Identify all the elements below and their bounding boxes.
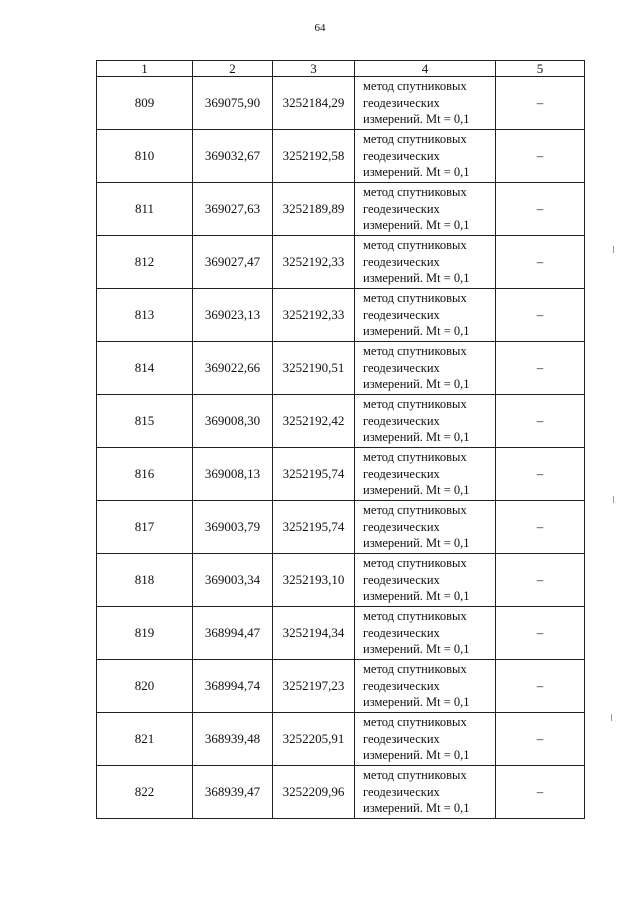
y-coordinate-cell: 3252192,58	[273, 130, 355, 183]
method-line: измерений. Mt = 0,1	[363, 748, 470, 763]
table-header-row	[97, 61, 585, 77]
method-line: геодезических	[363, 148, 440, 163]
x-coordinate-cell: 369032,67	[193, 130, 273, 183]
note-cell: –	[496, 713, 585, 766]
note-cell: –	[496, 660, 585, 713]
note-cell: –	[496, 554, 585, 607]
method-line: метод спутниковых	[363, 291, 467, 306]
y-coordinate-cell: 3252195,74	[273, 501, 355, 554]
table-row	[97, 183, 585, 236]
x-coordinate-cell: 369008,30	[193, 395, 273, 448]
note-cell: –	[496, 448, 585, 501]
method-cell	[355, 130, 496, 183]
point-number-cell: 814	[97, 342, 193, 395]
method-cell	[355, 183, 496, 236]
method-line: геодезических	[363, 572, 440, 587]
method-cell	[355, 395, 496, 448]
y-coordinate-cell: 3252194,34	[273, 607, 355, 660]
point-number-cell: 813	[97, 289, 193, 342]
x-coordinate-cell: 368939,48	[193, 713, 273, 766]
y-coordinate-cell: 3252184,29	[273, 77, 355, 130]
method-line: метод спутниковых	[363, 768, 467, 783]
point-number-cell: 811	[97, 183, 193, 236]
method-cell	[355, 236, 496, 289]
point-number-cell: 816	[97, 448, 193, 501]
method-line: измерений. Mt = 0,1	[363, 112, 470, 127]
y-coordinate-cell: 3252189,89	[273, 183, 355, 236]
method-cell	[355, 713, 496, 766]
method-line: метод спутниковых	[363, 609, 467, 624]
y-coordinate-cell: 3252192,33	[273, 289, 355, 342]
x-coordinate-cell: 369027,47	[193, 236, 273, 289]
method-line: метод спутниковых	[363, 715, 467, 730]
method-line: метод спутниковых	[363, 503, 467, 518]
table-row	[97, 289, 585, 342]
method-line: метод спутниковых	[363, 450, 467, 465]
page-number: 64	[314, 22, 326, 34]
table-row	[97, 554, 585, 607]
table-row	[97, 342, 585, 395]
column-header: 4	[355, 61, 496, 77]
coordinates-table	[96, 60, 585, 819]
x-coordinate-cell: 369075,90	[193, 77, 273, 130]
point-number-cell: 817	[97, 501, 193, 554]
point-number-cell: 815	[97, 395, 193, 448]
method-line: геодезических	[363, 307, 440, 322]
x-coordinate-cell: 369003,79	[193, 501, 273, 554]
method-line: измерений. Mt = 0,1	[363, 536, 470, 551]
method-cell	[355, 607, 496, 660]
y-coordinate-cell: 3252195,74	[273, 448, 355, 501]
x-coordinate-cell: 369023,13	[193, 289, 273, 342]
method-line: измерений. Mt = 0,1	[363, 483, 470, 498]
method-line: измерений. Mt = 0,1	[363, 271, 470, 286]
table-row	[97, 660, 585, 713]
method-cell	[355, 501, 496, 554]
note-cell: –	[496, 607, 585, 660]
x-coordinate-cell: 368939,47	[193, 766, 273, 819]
method-line: измерений. Mt = 0,1	[363, 589, 470, 604]
point-number-cell: 818	[97, 554, 193, 607]
method-line: метод спутниковых	[363, 397, 467, 412]
table-row	[97, 713, 585, 766]
table-row	[97, 766, 585, 819]
point-number-cell: 821	[97, 713, 193, 766]
table-row	[97, 236, 585, 289]
table-row	[97, 395, 585, 448]
method-cell	[355, 448, 496, 501]
method-line: измерений. Mt = 0,1	[363, 377, 470, 392]
column-header: 3	[273, 61, 355, 77]
method-line: геодезических	[363, 254, 440, 269]
method-line: геодезических	[363, 413, 440, 428]
method-line: измерений. Mt = 0,1	[363, 324, 470, 339]
y-coordinate-cell: 3252205,91	[273, 713, 355, 766]
y-coordinate-cell: 3252192,33	[273, 236, 355, 289]
point-number-cell: 822	[97, 766, 193, 819]
method-line: геодезических	[363, 466, 440, 481]
table-row	[97, 130, 585, 183]
scan-mark	[611, 714, 612, 721]
x-coordinate-cell: 369008,13	[193, 448, 273, 501]
scan-mark	[613, 246, 614, 253]
x-coordinate-cell: 368994,47	[193, 607, 273, 660]
x-coordinate-cell: 368994,74	[193, 660, 273, 713]
column-header: 5	[496, 61, 585, 77]
point-number-cell: 810	[97, 130, 193, 183]
x-coordinate-cell: 369027,63	[193, 183, 273, 236]
point-number-cell: 812	[97, 236, 193, 289]
method-line: геодезических	[363, 201, 440, 216]
y-coordinate-cell: 3252197,23	[273, 660, 355, 713]
table-body	[97, 77, 585, 819]
method-cell	[355, 77, 496, 130]
method-cell	[355, 766, 496, 819]
column-header: 1	[97, 61, 193, 77]
method-line: измерений. Mt = 0,1	[363, 801, 470, 816]
table-row	[97, 501, 585, 554]
method-line: метод спутниковых	[363, 79, 467, 94]
x-coordinate-cell: 369003,34	[193, 554, 273, 607]
method-line: геодезических	[363, 360, 440, 375]
method-line: измерений. Mt = 0,1	[363, 430, 470, 445]
method-line: измерений. Mt = 0,1	[363, 165, 470, 180]
method-line: метод спутниковых	[363, 238, 467, 253]
note-cell: –	[496, 395, 585, 448]
note-cell: –	[496, 342, 585, 395]
table-row	[97, 607, 585, 660]
note-cell: –	[496, 236, 585, 289]
scan-mark	[613, 496, 614, 503]
note-cell: –	[496, 183, 585, 236]
note-cell: –	[496, 130, 585, 183]
method-line: метод спутниковых	[363, 662, 467, 677]
method-line: геодезических	[363, 95, 440, 110]
point-number-cell: 809	[97, 77, 193, 130]
y-coordinate-cell: 3252193,10	[273, 554, 355, 607]
method-line: метод спутниковых	[363, 132, 467, 147]
table-row	[97, 77, 585, 130]
x-coordinate-cell: 369022,66	[193, 342, 273, 395]
column-header: 2	[193, 61, 273, 77]
note-cell: –	[496, 501, 585, 554]
method-line: геодезических	[363, 519, 440, 534]
point-number-cell: 819	[97, 607, 193, 660]
method-cell	[355, 554, 496, 607]
table-row	[97, 448, 585, 501]
point-number-cell: 820	[97, 660, 193, 713]
method-line: метод спутниковых	[363, 185, 467, 200]
y-coordinate-cell: 3252209,96	[273, 766, 355, 819]
method-line: геодезических	[363, 784, 440, 799]
method-line: измерений. Mt = 0,1	[363, 218, 470, 233]
method-cell	[355, 342, 496, 395]
method-line: геодезических	[363, 625, 440, 640]
method-line: измерений. Mt = 0,1	[363, 642, 470, 657]
note-cell: –	[496, 289, 585, 342]
method-cell	[355, 660, 496, 713]
method-line: измерений. Mt = 0,1	[363, 695, 470, 710]
y-coordinate-cell: 3252192,42	[273, 395, 355, 448]
method-line: метод спутниковых	[363, 556, 467, 571]
y-coordinate-cell: 3252190,51	[273, 342, 355, 395]
method-line: геодезических	[363, 731, 440, 746]
note-cell: –	[496, 77, 585, 130]
method-line: геодезических	[363, 678, 440, 693]
method-cell	[355, 289, 496, 342]
note-cell: –	[496, 766, 585, 819]
method-line: метод спутниковых	[363, 344, 467, 359]
